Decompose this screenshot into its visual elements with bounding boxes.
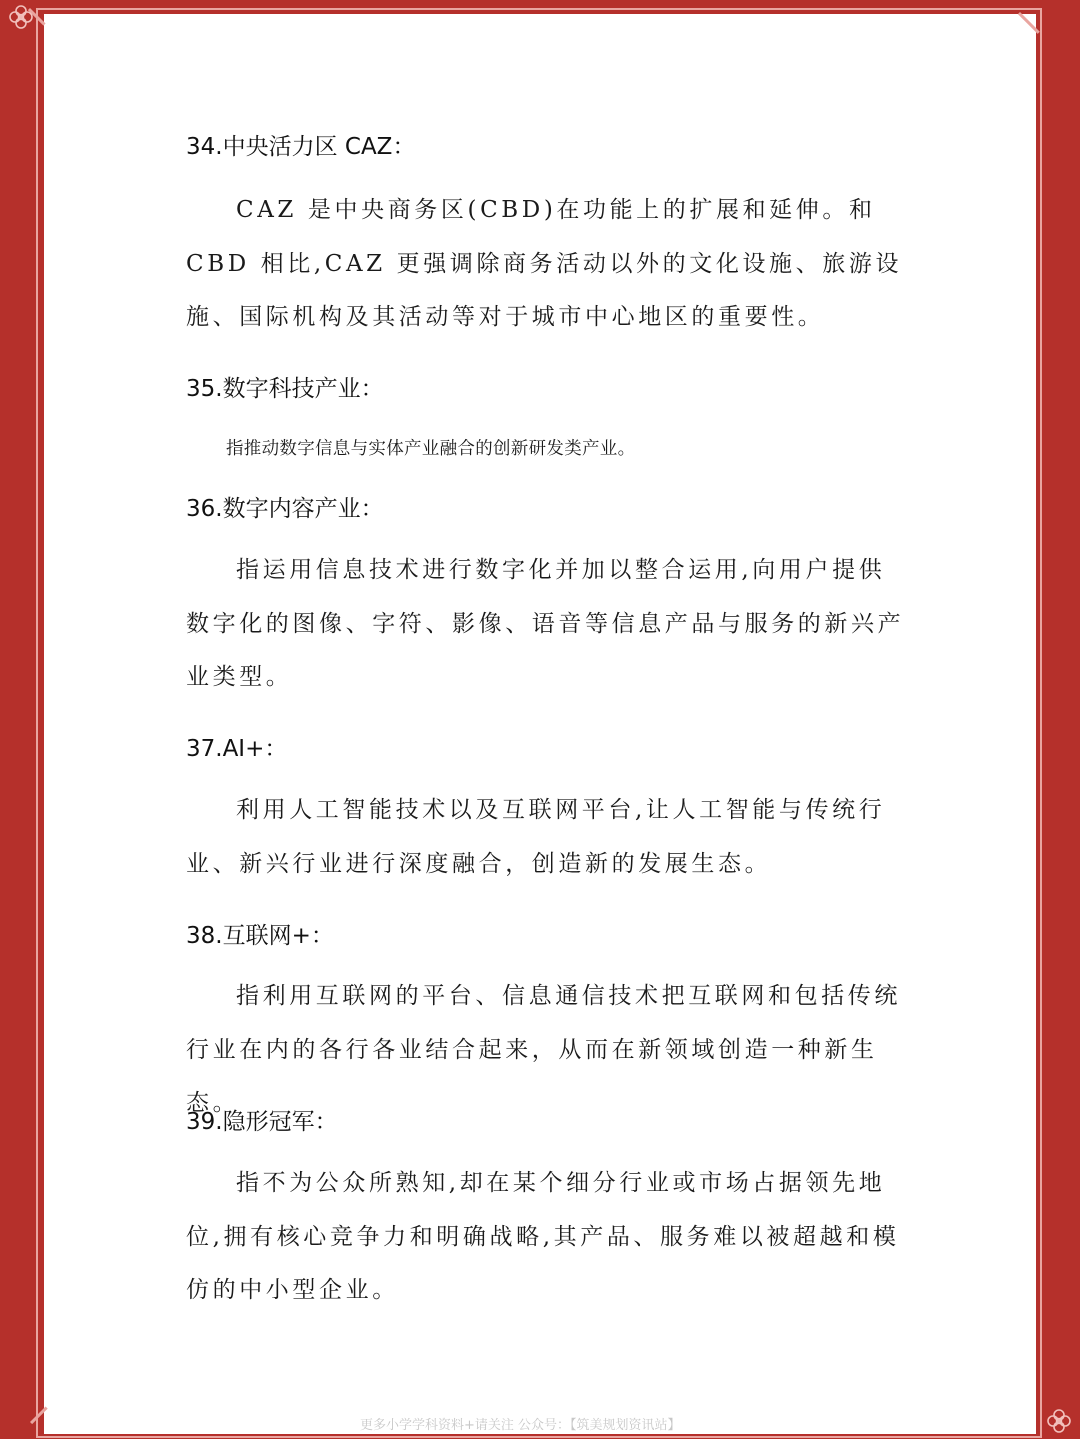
flower-ornament-icon <box>8 4 34 30</box>
term-definition: 指不为公众所熟知,却在某个细分行业或市场占据领先地位,拥有核心竞争力和明确战略,其产品、服务难以被超越和模仿的中小型企业。 <box>186 1170 900 1303</box>
term-heading: 38.互联网+： <box>186 923 334 949</box>
term-definition: CAZ 是中央商务区(CBD)在功能上的扩展和延伸。和 CBD 相比,CAZ 更强调除商务活动以外的文化设施、旅游设施、国际机构及其活动等对于城市中心地区的重要性。 <box>186 197 903 330</box>
term-definition: 利用人工智能技术以及互联网平台,让人工智能与传统行业、新兴行业进行深度融合，创造新的发展生态。 <box>186 797 886 877</box>
term-definition: 指运用信息技术进行数字化并加以整合运用,向用户提供数字化的图像、字符、影像、语音等信息产品与服务的新兴产业类型。 <box>186 557 905 690</box>
term-heading: 36.数字内容产业： <box>186 496 384 522</box>
term-definition: 指推动数字信息与实体产业融合的创新研发类产业。 <box>226 439 636 459</box>
term-heading: 35.数字科技产业： <box>186 376 384 402</box>
term-heading: 39.隐形冠军： <box>186 1109 338 1135</box>
footer-watermark: 更多小学学科资料+请关注 公众号：【筑美规划资讯站】 <box>360 1418 681 1433</box>
term-definition: 指利用互联网的平台、信息通信技术把互联网和包括传统行业在内的各行各业结合起来，从而在新领域创造一种新生态。 <box>186 983 901 1116</box>
term-heading: 37.AI+： <box>186 736 288 762</box>
flower-ornament-icon <box>1046 1408 1072 1434</box>
term-heading: 34.中央活力区 CAZ： <box>186 134 416 160</box>
